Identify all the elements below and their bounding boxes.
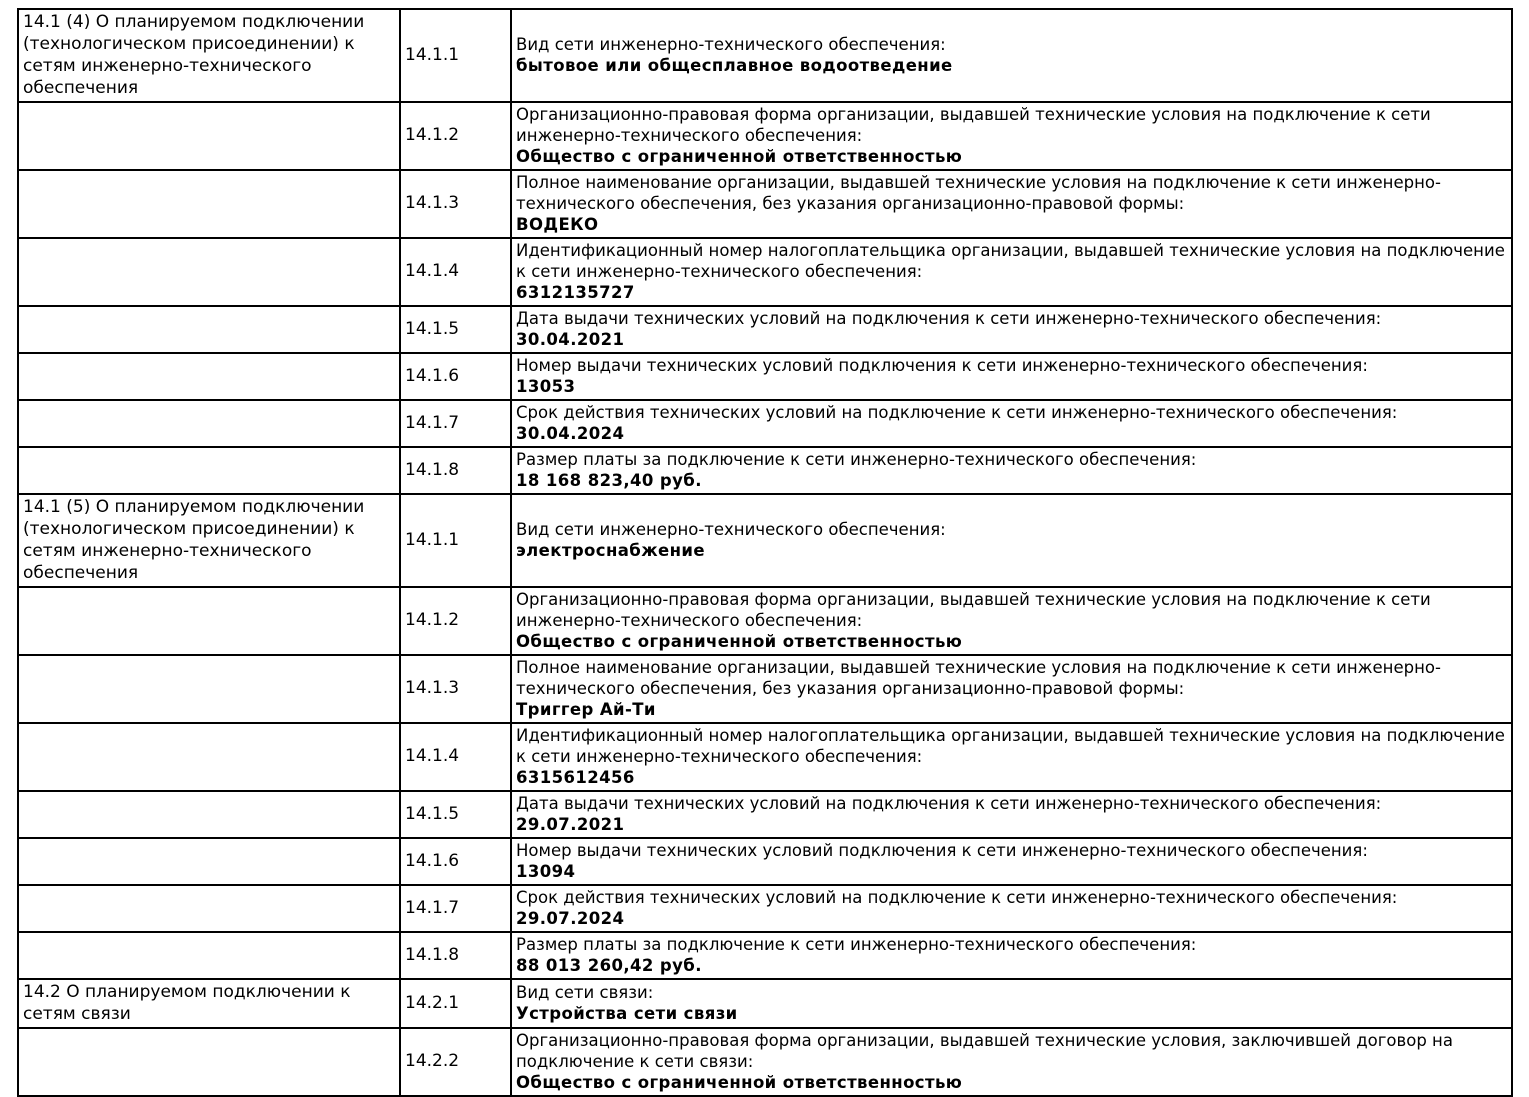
section-cell <box>18 238 400 306</box>
field-value: 30.04.2024 <box>516 424 625 443</box>
table-row <box>18 655 1512 723</box>
row-number: 14.1.6 <box>405 850 460 871</box>
field-value: электроснабжение <box>516 541 705 560</box>
section-cell <box>18 170 400 238</box>
content-cell <box>511 723 1512 791</box>
content-cell <box>511 932 1512 979</box>
field-label: Идентификационный номер налогоплательщика организации, выдавшей технические условия на подключение к сети инженерно-технического обеспечения: <box>516 726 1505 766</box>
row-number: 14.1.2 <box>405 125 460 145</box>
number-cell <box>400 170 511 238</box>
number-cell <box>400 885 511 932</box>
field-label: Номер выдачи технических условий подключения к сети инженерно-технического обеспечения: <box>516 841 1368 860</box>
row-number: 14.1.8 <box>405 944 460 965</box>
section-cell <box>18 353 400 400</box>
content-cell <box>511 102 1512 170</box>
field-value: 6312135727 <box>516 283 635 302</box>
field-label: Организационно-правовая форма организации, выдавшей технические условия, заключившей договор на подключение к сети связи: <box>516 1031 1453 1071</box>
field-value: 88 013 260,42 руб. <box>516 956 702 975</box>
field-label: Полное наименование организации, выдавшей технические условия на подключение к сети инженерно-технического обеспечения, без указания организационно-правовой формы: <box>516 658 1441 698</box>
content-cell <box>511 1028 1512 1096</box>
row-number: 14.1.2 <box>405 610 460 630</box>
number-cell <box>400 9 511 102</box>
field-value: 13053 <box>516 377 576 396</box>
number-cell <box>400 238 511 306</box>
section-cell <box>18 723 400 791</box>
field-value: Общество с ограниченной ответственностью <box>516 1073 963 1092</box>
field-label: Вид сети связи: <box>516 983 654 1002</box>
number-cell <box>400 400 511 447</box>
number-cell <box>400 587 511 655</box>
section-cell <box>18 400 400 447</box>
field-value: 29.07.2024 <box>516 909 625 928</box>
number-cell <box>400 723 511 791</box>
field-value: 29.07.2021 <box>516 815 625 834</box>
field-value: 18 168 823,40 руб. <box>516 471 702 490</box>
row-number: 14.1.8 <box>405 459 460 480</box>
field-label: Вид сети инженерно-технического обеспечения: <box>516 520 946 539</box>
table-row <box>18 723 1512 791</box>
table-row <box>18 838 1512 885</box>
row-number: 14.2.1 <box>405 992 460 1013</box>
section-cell <box>18 102 400 170</box>
section-cell <box>18 838 400 885</box>
field-label: Организационно-правовая форма организации, выдавшей технические условия на подключение к сети инженерно-технического обеспечения: <box>516 105 1431 145</box>
content-cell <box>511 447 1512 494</box>
field-value: бытовое или общесплавное водоотведение <box>516 56 953 75</box>
row-number: 14.1.4 <box>405 261 460 281</box>
content-cell <box>511 587 1512 655</box>
number-cell <box>400 655 511 723</box>
field-label: Вид сети инженерно-технического обеспечения: <box>516 35 946 54</box>
row-number: 14.1.4 <box>405 746 460 766</box>
content-cell <box>511 9 1512 102</box>
field-value: Триггер Ай-Ти <box>516 700 656 719</box>
table-row <box>18 932 1512 979</box>
field-value: Общество с ограниченной ответственностью <box>516 147 963 166</box>
field-label: Срок действия технических условий на подключение к сети инженерно-технического обеспечения: <box>516 403 1398 422</box>
number-cell <box>400 932 511 979</box>
number-cell <box>400 791 511 838</box>
section-cell <box>18 9 400 102</box>
section-cell <box>18 655 400 723</box>
content-cell <box>511 400 1512 447</box>
number-cell <box>400 838 511 885</box>
content-cell <box>511 494 1512 587</box>
number-cell <box>400 102 511 170</box>
table-row <box>18 1028 1512 1096</box>
table-row <box>18 170 1512 238</box>
row-number: 14.1.5 <box>405 803 460 824</box>
section-title: 14.1 (4) О планируемом подключении (технологическом присоединении) к сетям инженерно-технического обеспечения <box>23 12 365 98</box>
table-row <box>18 587 1512 655</box>
number-cell <box>400 306 511 353</box>
section-title: 14.2 О планируемом подключении к сетям связи <box>23 982 351 1024</box>
field-value: 30.04.2021 <box>516 330 625 349</box>
table-row <box>18 447 1512 494</box>
table-body <box>18 9 1512 1096</box>
section-cell <box>18 979 400 1028</box>
field-label: Идентификационный номер налогоплательщика организации, выдавшей технические условия на подключение к сети инженерно-технического обеспечения: <box>516 241 1505 281</box>
table-row <box>18 102 1512 170</box>
field-value: Устройства сети связи <box>516 1004 738 1023</box>
field-label: Размер платы за подключение к сети инженерно-технического обеспечения: <box>516 935 1197 954</box>
field-value: 13094 <box>516 862 576 881</box>
row-number: 14.1.1 <box>405 529 460 550</box>
table-row <box>18 791 1512 838</box>
number-cell <box>400 447 511 494</box>
row-number: 14.2.2 <box>405 1051 460 1071</box>
table-row <box>18 353 1512 400</box>
number-cell <box>400 494 511 587</box>
section-cell <box>18 791 400 838</box>
number-cell <box>400 979 511 1028</box>
content-cell <box>511 885 1512 932</box>
field-label: Полное наименование организации, выдавшей технические условия на подключение к сети инженерно-технического обеспечения, без указания организационно-правовой формы: <box>516 173 1441 213</box>
section-cell <box>18 932 400 979</box>
section-cell <box>18 306 400 353</box>
section-cell <box>18 587 400 655</box>
field-value: 6315612456 <box>516 768 635 787</box>
section-title: 14.1 (5) О планируемом подключении (технологическом присоединении) к сетям инженерно-технического обеспечения <box>23 497 365 583</box>
field-value: Общество с ограниченной ответственностью <box>516 632 963 651</box>
content-cell <box>511 238 1512 306</box>
row-number: 14.1.5 <box>405 318 460 339</box>
table-row <box>18 885 1512 932</box>
content-cell <box>511 353 1512 400</box>
field-label: Организационно-правовая форма организации, выдавшей технические условия на подключение к сети инженерно-технического обеспечения: <box>516 590 1431 630</box>
row-number: 14.1.3 <box>405 678 460 698</box>
table-row <box>18 306 1512 353</box>
table-row <box>18 979 1512 1028</box>
declaration-table <box>17 8 1513 1097</box>
row-number: 14.1.7 <box>405 897 460 918</box>
number-cell <box>400 1028 511 1096</box>
content-cell <box>511 306 1512 353</box>
row-number: 14.1.7 <box>405 412 460 433</box>
table-row <box>18 494 1512 587</box>
row-number: 14.1.3 <box>405 193 460 213</box>
section-cell <box>18 447 400 494</box>
field-label: Размер платы за подключение к сети инженерно-технического обеспечения: <box>516 450 1197 469</box>
content-cell <box>511 979 1512 1028</box>
content-cell <box>511 170 1512 238</box>
content-cell <box>511 791 1512 838</box>
table-row <box>18 238 1512 306</box>
number-cell <box>400 353 511 400</box>
section-cell <box>18 1028 400 1096</box>
table-row <box>18 9 1512 102</box>
content-cell <box>511 838 1512 885</box>
content-cell <box>511 655 1512 723</box>
row-number: 14.1.1 <box>405 44 460 65</box>
field-label: Дата выдачи технических условий на подключения к сети инженерно-технического обеспечения: <box>516 309 1382 328</box>
field-label: Срок действия технических условий на подключение к сети инженерно-технического обеспечения: <box>516 888 1398 907</box>
field-label: Дата выдачи технических условий на подключения к сети инженерно-технического обеспечения: <box>516 794 1382 813</box>
section-cell <box>18 494 400 587</box>
table-row <box>18 400 1512 447</box>
row-number: 14.1.6 <box>405 365 460 386</box>
field-value: ВОДЕКО <box>516 215 599 234</box>
field-label: Номер выдачи технических условий подключения к сети инженерно-технического обеспечения: <box>516 356 1368 375</box>
section-cell <box>18 885 400 932</box>
